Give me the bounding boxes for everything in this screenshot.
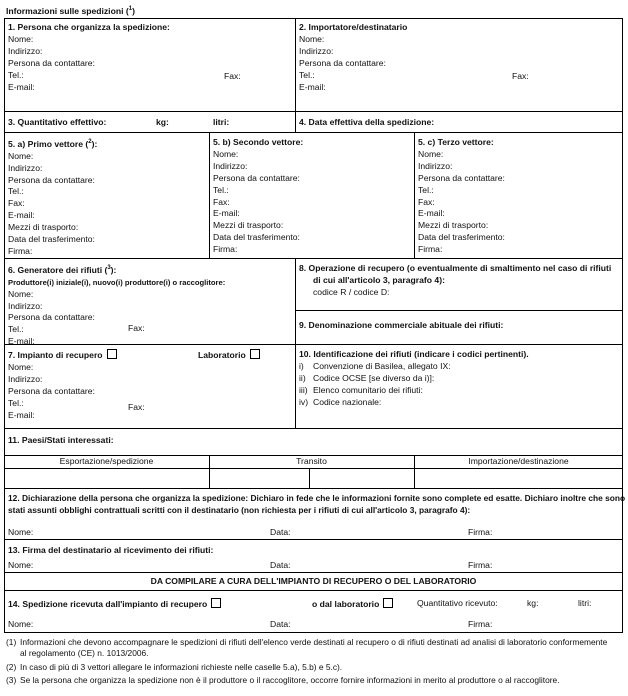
- section-1-title: 1. Persona che organizza la spedizione:: [8, 22, 170, 32]
- section-6-subtitle: Produttore(i) iniziale(i), nuovo(i) produttore(i) o raccoglitore:: [8, 277, 226, 287]
- divider: [295, 111, 296, 132]
- address-label: Indirizzo:: [8, 45, 43, 56]
- divider: [4, 468, 623, 469]
- footnote-2: [6, 662, 622, 673]
- form-title-text: Informazioni sulle spedizioni: [6, 5, 124, 16]
- divider: [4, 539, 623, 540]
- footnote-3: [6, 675, 622, 686]
- section-8-title: 8. Operazione di recupero (o eventualmente di smaltimento nel caso di rifiuti: [299, 263, 612, 273]
- signature-label: Firma:: [213, 244, 238, 255]
- section-5b-title: 5. b) Secondo vettore:: [213, 137, 304, 147]
- divider: [4, 572, 623, 573]
- name-label: Nome:: [418, 148, 444, 159]
- email-label: E-mail:: [8, 336, 35, 347]
- divider: [295, 258, 296, 428]
- divider: [4, 488, 623, 489]
- fax-label: Fax:: [224, 71, 241, 81]
- contact-label: Persona da contattare:: [418, 172, 505, 183]
- litri-label: litri:: [578, 598, 592, 608]
- laboratory-checkbox[interactable]: [250, 349, 260, 359]
- laboratory-option: Laboratorio: [198, 349, 260, 361]
- laboratory-received-checkbox[interactable]: [383, 598, 393, 608]
- divider: [295, 310, 623, 311]
- code-item: iii) Elenco comunitario dei rifiuti:: [299, 384, 423, 395]
- section-10-title: 10. Identificazione dei rifiuti (indicare i codici pertinenti).: [299, 349, 529, 359]
- email-label: E-mail:: [8, 81, 35, 92]
- section-14-title: 14. Spedizione ricevuta dall'impianto di recupero: [8, 598, 221, 610]
- recovery-received-checkbox[interactable]: [211, 598, 221, 608]
- footnote-text: In caso di più di 3 vettori allegare le informazioni richieste nelle caselle 5.a), 5.b) e 5.c).: [20, 662, 343, 672]
- contact-label: Persona da contattare:: [8, 312, 95, 323]
- name-label: Nome:: [8, 361, 34, 372]
- address-label: Indirizzo:: [8, 373, 43, 384]
- name-label: Nome:: [8, 527, 34, 537]
- import-column-header: Importazione/destinazione: [468, 456, 569, 466]
- section-8-title-line2: di cui all'articolo 3, paragrafo 4):: [313, 274, 445, 285]
- section-3-title: 3. Quantitativo effettivo:: [8, 117, 107, 127]
- name-label: Nome:: [8, 619, 34, 629]
- signature-label: Firma:: [468, 619, 493, 629]
- kg-label: kg:: [527, 598, 539, 608]
- transit-column-header: Transito: [296, 456, 327, 466]
- section-11-title: 11. Paesi/Stati interessati:: [8, 435, 114, 445]
- kg-label: kg:: [156, 117, 169, 127]
- address-label: Indirizzo:: [8, 162, 43, 173]
- address-label: Indirizzo:: [418, 160, 453, 171]
- divider: [4, 258, 623, 259]
- email-label: E-mail:: [8, 210, 35, 221]
- divider: [414, 132, 415, 258]
- section-5a-title: 5. a) Primo vettore ($^2$):: [8, 138, 98, 149]
- divider: [209, 132, 210, 258]
- email-label: E-mail:: [418, 208, 445, 219]
- tel-label: Tel.:: [213, 184, 229, 195]
- section-2: [299, 22, 407, 93]
- export-column-header: Esportazione/spedizione: [59, 456, 154, 466]
- laboratory-received-option: o dal laboratorio: [312, 598, 393, 610]
- date-label: Data:: [270, 527, 291, 537]
- footnote-number: (2): [6, 662, 17, 672]
- contact-label: Persona da contattare:: [8, 174, 95, 185]
- section-4-title: 4. Data effettiva della spedizione:: [299, 117, 435, 127]
- code-item: i) Convenzione di Basilea, allegato IX:: [299, 360, 451, 371]
- form-title: Informazioni sulle spedizioni ($^1$): [6, 5, 135, 16]
- footnote-1: [6, 637, 622, 659]
- section-5b: [213, 137, 303, 256]
- address-label: Indirizzo:: [213, 160, 248, 171]
- date-label: Data:: [270, 560, 291, 570]
- section-12-title: 12. Dichiarazione della persona che organizza la spedizione: Dichiaro in fede che le informazioni fornite sono complete ed esatte. Dichiaro inoltre che sono: [8, 493, 626, 503]
- section-13-title: 13. Firma del destinatario al ricevimento dei rifiuti:: [8, 545, 214, 555]
- code-item: ii) Codice OCSE [se diverso da i)]:: [299, 372, 435, 383]
- contact-label: Persona da contattare:: [213, 172, 300, 183]
- fax-label: Fax:: [128, 402, 145, 412]
- tel-label: Tel.:: [8, 186, 24, 197]
- section-9-title: 9. Denominazione commerciale abituale dei rifiuti:: [299, 320, 504, 330]
- section-5a: [8, 137, 97, 258]
- name-label: Nome:: [299, 33, 325, 44]
- footnote-number: (1): [6, 637, 17, 647]
- section-12-title-line2: stati assunti obblighi contrattuali scritti con il destinatario (non richiesta per i rifiuti di cui all'articolo 3, paragrafo 4):: [8, 505, 471, 515]
- fax-label: Fax:: [512, 71, 529, 81]
- tel-label: Tel.:: [299, 69, 315, 80]
- name-label: Nome:: [8, 33, 34, 44]
- fax-label: Fax:: [418, 196, 435, 207]
- contact-label: Persona da contattare:: [8, 57, 95, 68]
- name-label: Nome:: [8, 288, 34, 299]
- section-8: [299, 263, 611, 299]
- date-label: Data:: [270, 619, 291, 629]
- divider: [295, 18, 296, 111]
- tel-label: Tel.:: [8, 69, 24, 80]
- divider: [4, 111, 623, 112]
- transport-label: Mezzi di trasporto:: [418, 220, 489, 231]
- section-2-title: 2. Importatore/destinatario: [299, 22, 408, 32]
- transfer-date-label: Data del trasferimento:: [418, 232, 505, 243]
- name-label: Nome:: [213, 148, 239, 159]
- quantity-received-label: Quantitativo ricevuto:: [417, 598, 498, 608]
- section-7-title: 7. Impianto di recupero: [8, 349, 117, 362]
- footnote-text-line2: al regolamento (CE) n. 1013/2006.: [20, 648, 149, 658]
- section-7: [8, 349, 117, 421]
- email-label: E-mail:: [8, 409, 35, 420]
- footnote-text: Informazioni che devono accompagnare le spedizioni di rifiuti dell'elenco verde destinati al recupero o di rifiuti destinati ad analisi di laboratorio conformemente: [20, 637, 608, 647]
- transfer-date-label: Data del trasferimento:: [8, 234, 95, 245]
- litri-label: litri:: [213, 117, 230, 127]
- recovery-checkbox[interactable]: [107, 349, 117, 359]
- transport-label: Mezzi di trasporto:: [8, 222, 79, 233]
- tel-label: Tel.:: [8, 397, 24, 408]
- footnote-number: (3): [6, 675, 17, 685]
- contact-label: Persona da contattare:: [299, 57, 386, 68]
- transport-label: Mezzi di trasporto:: [213, 220, 284, 231]
- contact-label: Persona da contattare:: [8, 385, 95, 396]
- section-6: [8, 263, 225, 348]
- section-10: [299, 349, 529, 409]
- fax-label: Fax:: [8, 198, 25, 209]
- fax-label: Fax:: [213, 196, 230, 207]
- email-label: E-mail:: [299, 81, 326, 92]
- address-label: Indirizzo:: [299, 45, 334, 56]
- address-label: Indirizzo:: [8, 300, 43, 311]
- name-label: Nome:: [8, 150, 34, 161]
- section-5c-title: 5. c) Terzo vettore:: [418, 137, 494, 147]
- name-label: Nome:: [8, 560, 34, 570]
- signature-label: Firma:: [8, 246, 33, 257]
- section-1: [8, 22, 170, 93]
- divider: [309, 468, 310, 488]
- transfer-date-label: Data del trasferimento:: [213, 232, 300, 243]
- tel-label: Tel.:: [418, 184, 434, 195]
- recovery-facility-banner: DA COMPILARE A CURA DELL'IMPIANTO DI RECUPERO O DEL LABORATORIO: [150, 576, 477, 586]
- footnote-text: Se la persona che organizza la spedizione non è il produttore o il raccoglitore, occorre fornire informazioni in merito al produttore o al raccoglitore.: [20, 675, 560, 685]
- signature-label: Firma:: [468, 527, 493, 537]
- signature-label: Firma:: [418, 244, 443, 255]
- tel-label: Tel.:: [8, 324, 24, 335]
- divider: [4, 590, 623, 591]
- section-5c: [418, 137, 505, 256]
- fax-label: Fax:: [128, 323, 145, 333]
- divider: [4, 132, 623, 133]
- signature-label: Firma:: [468, 560, 493, 570]
- email-label: E-mail:: [213, 208, 240, 219]
- divider: [4, 428, 623, 429]
- section-6-title: 6. Generatore dei rifiuti ($^3$):: [8, 264, 117, 275]
- code-item: iv) Codice nazionale:: [299, 396, 382, 407]
- form-title-ref: 1: [128, 6, 133, 12]
- operation-code-label: codice R / codice D:: [313, 286, 390, 297]
